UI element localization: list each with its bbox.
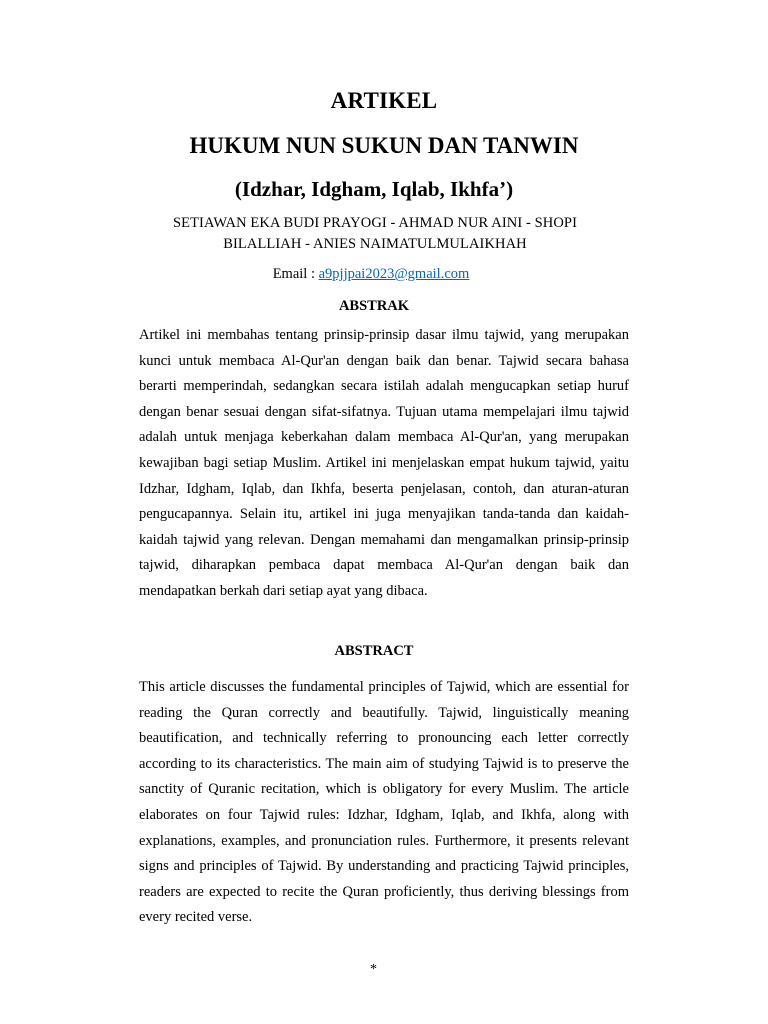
email-label: Email : [272, 266, 319, 282]
email-line [0, 264, 742, 284]
abstrak-heading: ABSTRAK [338, 298, 410, 314]
abstract-paragraph: This article discusses the fundamental principles of Tajwid, which are essential for reading the Quran correctly and beautifully. Tajwid, linguistically meaning beautification, and technically referring to pronouncing each letter correctly according to its characteristics. The main aim of studying Tajwid is to preserve the sanctity of Quranic recitation, which is obligatory for every Muslim. The article elaborates on four Tajwid rules: Idzhar, Idgham, Iqlab, and Ikhfa, along with explanations, examples, and pronunciation rules. Furthermore, it presents relevant signs and principles of Tajwid. By understanding and practicing Tajwid principles, readers are expected to recite the Quran proficiently, thus deriving blessings from every recited verse. [139, 679, 629, 926]
author-list: SETIAWAN EKA BUDI PRAYOGI - AHMAD NUR AINI - SHOPI BILALLIAH - ANIES NAIMATULMULAIKHAH [172, 215, 578, 252]
document-terms: (Idzhar, Idgham, Iqlab, Ikhfa’) [234, 177, 514, 201]
email-link[interactable]: a9pjjpai2023@gmail.com [318, 266, 470, 282]
footer-mark: * [370, 962, 377, 977]
abstrak-paragraph: Artikel ini membahas tentang prinsip-prinsip dasar ilmu tajwid, yang merupakan kunci untuk membaca Al-Qur'an dengan baik dan benar. Tajwid secara bahasa berarti memperindah, sedangkan secara istilah adalah mengucapkan setiap huruf dengan benar sesuai dengan sifat-sifatnya. Tujuan utama mempelajari ilmu tajwid adalah untuk menjaga keberkahan dalam membaca Al-Qur'an, yang merupakan kewajiban bagi setiap Muslim. Artikel ini menjelaskan empat hukum tajwid, yaitu Idzhar, Idgham, Iqlab, dan Ikhfa, beserta penjelasan, contoh, dan aturan-aturan pengucapannya. Selain itu, artikel ini juga menyajikan tanda-tanda dan kaidah-kaidah tajwid yang relevan. Dengan memahami dan mengamalkan prinsip-prinsip tajwid, diharapkan pembaca dapat membaca Al-Qur'an dengan baik dan mendapatkan berkah dari setiap ayat yang dibaca. [139, 327, 629, 599]
abstract-heading: ABSTRACT [334, 643, 414, 659]
document-subtitle: HUKUM NUN SUKUN DAN TANWIN [189, 133, 579, 158]
document-title: ARTIKEL [330, 88, 438, 113]
